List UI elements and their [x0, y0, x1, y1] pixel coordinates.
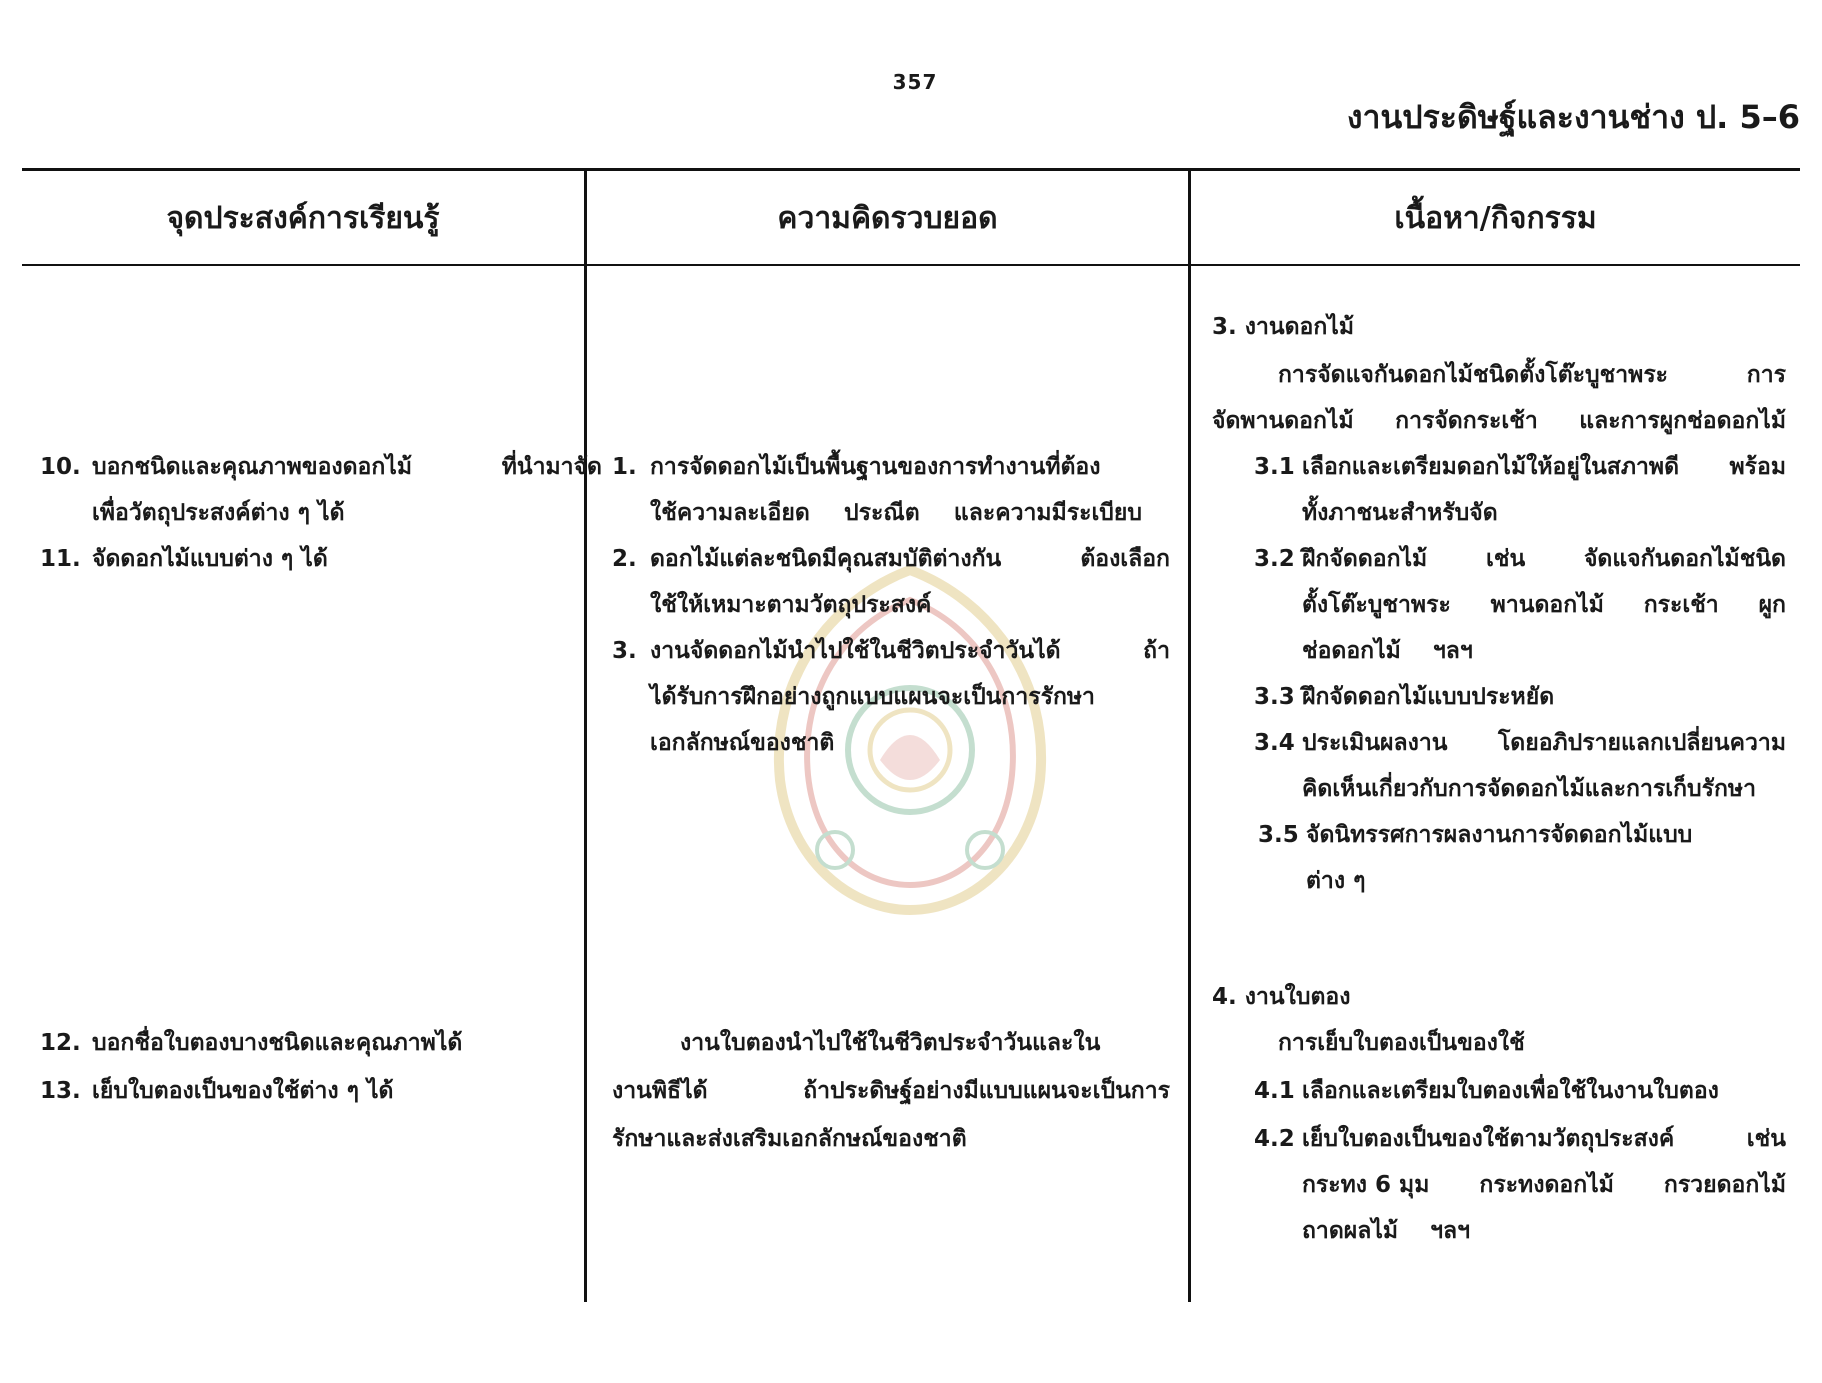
section-intro-text: การเย็บใบตองเป็นของใช้: [1278, 1030, 1525, 1056]
section-intro-line: [1278, 360, 1786, 390]
activity-text: คิดเห็นเกี่ยวกับการจัดดอกไม้และการเก็บรักษา: [1302, 776, 1756, 802]
activity-text: ผูก: [1758, 592, 1786, 618]
objective-number: 13.: [40, 1078, 81, 1104]
activity-text: กระทง 6 มุม: [1302, 1172, 1430, 1198]
concept-number: 2.: [612, 546, 637, 572]
activity-line: [1302, 452, 1786, 482]
activity-text: โดยอภิปรายแลกเปลี่ยนความ: [1497, 730, 1786, 756]
activity-text: ต่าง ๆ: [1306, 868, 1366, 894]
column-heading-content: เนื้อหา/กิจกรรม: [1394, 200, 1597, 236]
activity-text: ประเมินผลงาน: [1302, 730, 1448, 756]
activity-number: 3.1: [1254, 454, 1295, 480]
concept-text: ดอกไม้แต่ละชนิดมีคุณสมบัติต่างกัน: [650, 546, 1002, 572]
concept-number: 1.: [612, 454, 637, 480]
activity-line: [1302, 728, 1786, 758]
column-divider-2: [1188, 170, 1191, 1302]
objective-text: เย็บใบตองเป็นของใช้ต่าง ๆ ได้: [92, 1078, 394, 1104]
activity-text: กรวยดอกไม้: [1663, 1172, 1786, 1198]
running-title: งานประดิษฐ์และงานช่าง ป. 5–6: [1346, 98, 1800, 136]
activity-text: ฯลฯ: [1432, 638, 1473, 664]
column-heading-concepts: ความคิดรวบยอด: [777, 200, 998, 236]
section-intro-text: การจัดกระเช้า: [1395, 408, 1538, 434]
page-number: 357: [892, 70, 938, 94]
objective-number: 12.: [40, 1030, 81, 1056]
objective-text: บอกชื่อใบตองบางชนิดและคุณภาพได้: [92, 1030, 463, 1056]
activity-line: [1302, 590, 1786, 620]
concept-text: ใช้ความละเอียด: [650, 500, 810, 526]
section-intro-text: จัดพานดอกไม้: [1212, 408, 1354, 434]
activity-text: ฝึกจัดดอกไม้แบบประหยัด: [1302, 684, 1555, 710]
activity-text: ฯลฯ: [1430, 1218, 1471, 1244]
column-divider-1: [584, 170, 587, 1302]
concept-line: [650, 544, 1170, 574]
activity-text: ฝึกจัดดอกไม้: [1302, 546, 1428, 572]
objective-text: บอกชนิดและคุณภาพของดอกไม้: [92, 454, 413, 480]
activity-text: ถาดผลไม้: [1302, 1218, 1399, 1244]
section-intro-text: การจัดแจกันดอกไม้ชนิดตั้งโต๊ะบูชาพระ: [1278, 362, 1669, 388]
objective-text: ที่นำมาจัด: [501, 454, 602, 480]
activity-number: 4.1: [1254, 1078, 1295, 1104]
concept-text: ใช้ให้เหมาะตามวัตถุประสงค์: [650, 592, 932, 618]
activity-text: เช่น: [1746, 1126, 1786, 1152]
activity-line: [1302, 636, 1473, 666]
activity-number: 3.5: [1258, 822, 1299, 848]
activity-line: [1302, 1216, 1470, 1246]
activity-text: ช่อดอกไม้: [1302, 638, 1401, 664]
concept-line: [650, 498, 1142, 528]
column-heading-objectives: จุดประสงค์การเรียนรู้: [166, 200, 440, 236]
activity-number: 3.2: [1254, 546, 1295, 572]
activity-text: กระเช้า: [1643, 592, 1719, 618]
section-intro-text: และการผูกช่อดอกไม้: [1579, 408, 1786, 434]
activity-text: ตั้งโต๊ะบูชาพระ: [1302, 592, 1451, 618]
concept-number: 3.: [612, 638, 637, 664]
concept-text: งานใบตองนำไปใช้ในชีวิตประจำวันและใน: [680, 1030, 1101, 1056]
concept-text: งานพิธีได้: [612, 1078, 708, 1104]
activity-text: พร้อม: [1729, 454, 1786, 480]
activity-text: จัดนิทรรศการผลงานการจัดดอกไม้แบบ: [1306, 822, 1693, 848]
activity-line: [1302, 1170, 1786, 1200]
activity-text: กระทงดอกไม้: [1479, 1172, 1614, 1198]
activity-number: 3.3: [1254, 684, 1295, 710]
objective-number: 10.: [40, 454, 81, 480]
activity-text: พานดอกไม้: [1490, 592, 1604, 618]
activity-text: เย็บใบตองเป็นของใช้ตามวัตถุประสงค์: [1302, 1126, 1675, 1152]
concept-line: [612, 1076, 1170, 1106]
activity-number: 4.2: [1254, 1126, 1295, 1152]
concept-text: งานจัดดอกไม้นำไปใช้ในชีวิตประจำวันได้: [650, 638, 1061, 664]
section-intro-line: [1212, 406, 1786, 436]
section-intro-text: การ: [1746, 362, 1786, 388]
concept-text: และความมีระเบียบ: [953, 500, 1142, 526]
concept-text: เอกลักษณ์ของชาติ: [650, 730, 835, 756]
concept-line: [650, 636, 1170, 666]
objective-line: [92, 452, 602, 482]
activity-text: จัดแจกันดอกไม้ชนิด: [1583, 546, 1786, 572]
section-heading: 3. งานดอกไม้: [1212, 314, 1355, 340]
activity-line: [1302, 544, 1786, 574]
objective-number: 11.: [40, 546, 81, 572]
activity-text: เลือกและเตรียมดอกไม้ให้อยู่ในสภาพดี: [1302, 454, 1680, 480]
section-heading: 4. งานใบตอง: [1212, 984, 1351, 1010]
activity-text: เลือกและเตรียมใบตองเพื่อใช้ในงานใบตอง: [1302, 1078, 1719, 1104]
concept-text: ประณีต: [844, 500, 920, 526]
activity-number: 3.4: [1254, 730, 1295, 756]
activity-text: เช่น: [1485, 546, 1526, 572]
activity-text: ทั้งภาชนะสำหรับจัด: [1302, 500, 1498, 526]
concept-text: ต้องเลือก: [1080, 546, 1170, 572]
concept-text: ถ้าประดิษฐ์อย่างมีแบบแผนจะเป็นการ: [803, 1078, 1170, 1104]
concept-text: ได้รับการฝึกอย่างถูกแบบแผนจะเป็นการรักษา: [650, 684, 1095, 710]
concept-text: รักษาและส่งเสริมเอกลักษณ์ของชาติ: [612, 1126, 967, 1152]
activity-line: [1302, 1124, 1786, 1154]
concept-text: การจัดดอกไม้เป็นพื้นฐานของการทำงานที่ต้อง: [650, 454, 1101, 480]
objective-text: จัดดอกไม้แบบต่าง ๆ ได้: [92, 546, 328, 572]
concept-text: ถ้า: [1143, 638, 1170, 664]
objective-text: เพื่อวัตถุประสงค์ต่าง ๆ ได้: [92, 500, 345, 526]
